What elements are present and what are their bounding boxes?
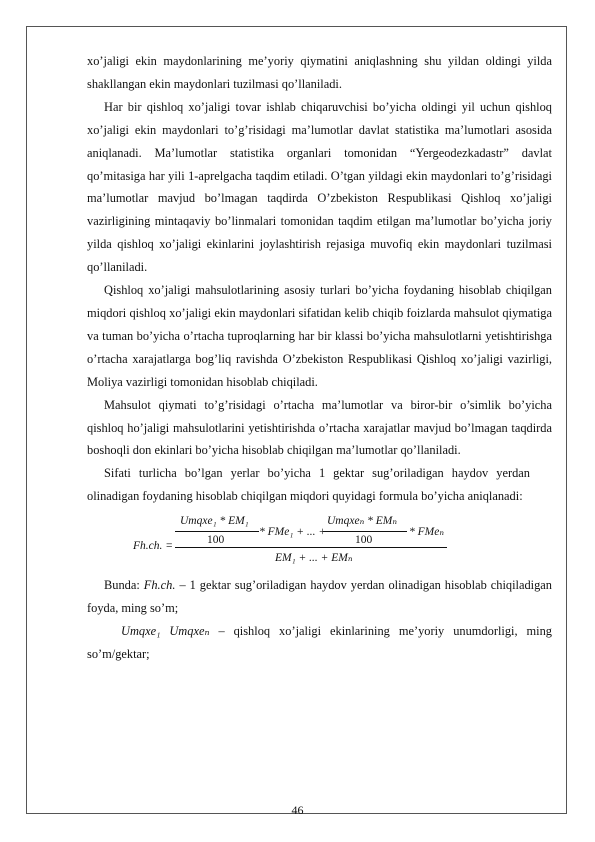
bunda-label: Bunda: [104,578,140,593]
formula-term1-bar [175,531,259,532]
paragraph-7 [87,620,552,666]
formula-term2-numerator: Umqxeₙ * EMₙ [327,515,397,528]
symbol-umqxe: Umqxe₁ Umqxeₙ [121,623,210,638]
formula-term1-numerator: Umqxe₁ * EM₁ [180,515,249,528]
paragraph-4: Mahsulot qiymati to’g’risidagi o’rtacha ma’lumotlar va biror-bir o’simlik bo’yicha qishloq ho’jaligi mahsulotlarini yetishtirishda o’rtacha xarajatlar mavjud bo’lmagan taqdirda boshoqli don ekinlari bo’yicha hisoblab chiqilgan ma’lumotlar qo’llaniladi. [87,397,552,458]
paragraph-3: Qishloq xo’jaligi mahsulotlarining asosiy turlari bo’yicha foydaning hisoblab chiqilgan miqdori qishloq xo’jaligi ekin maydonlari sifatidan kelib chiqib foizlarda mahsulot qiymatiga va tuman bo’yicha o’rtacha tuproqlarning har bir klassi bo’yicha mahsulotlarni yetishtirishga o’rtacha xarajatlarga bog’liq ravishda O’zbekiston Respublikasi Qishloq xo’jaligi vazirligi, Moliya vazirligi tomonidan hisoblab chiqiladi. [87,283,552,389]
formula-lhs: Fh.ch. = [133,540,174,553]
profit-formula [87,508,552,574]
document-body [87,50,552,666]
symbol-fhch: Fh.ch. [143,578,176,593]
formula-term1-denominator: 100 [207,534,225,547]
formula-main-bar [175,547,447,548]
formula-term2-bar [323,531,407,532]
formula-denominator: EM₁ + ... + EMₙ [275,552,353,565]
paragraph-5: Sifati turlicha bo’lgan yerlar bo’yicha 1 gektar sug’oriladigan haydov yerdan olinadigan foydaning hisoblab chiqilgan miqdori quyidagi formula bo’yicha aniqlanadi: [87,466,530,504]
paragraph-1: xo’jaligi ekin maydonlarining me’yoriy qiymatini aniqlashning shu yildan oldingi yilda shakllangan ekin maydonlari tuzilmasi qo’llaniladi. [87,54,552,91]
formula-term2-multiplier: * FMeₙ [409,526,444,539]
formula-term1-multiplier: * FMe₁ + ... + [259,526,327,539]
paragraph-7-text: – qishloq xo’jaligi ekinlarining me’yoriy unumdorligi, ming so’m/gektar; [87,623,552,661]
paragraph-2: Har bir qishloq xo’jaligi tovar ishlab chiqaruvchisi bo’yicha oldingi yil uchun qishloq xo’jaligi ekin maydonlari to’g’risidagi ma’lumotlar davlat statistika ma’lumotlari asosida aniqlanadi. Ma’lumotlar statistika organlari tomonidan “Yergeodezkadastr” davlat qo’mitasiga har yili 1-aprelgacha taqdim etiladi. O’tgan yildagi ekin maydonlari to’g’risidagi ma’lumotlar mavjud bo’lmagan taqdirda O’zbekiston Respublikasi Qishloq xo’jaligi vazirligining mintaqaviy bo’linmalari tomonidan taqdim etilgan ma’lumotlar bo’yicha joriy yilda qishloq xo’jaligi ekinlarini joylashtirish rejasiga muvofiq ekin maydonlari tuzilmasi qo’llaniladi. [87,99,552,275]
page-number: 46 [291,803,304,817]
paragraph-6 [87,574,552,620]
formula-term2-denominator: 100 [355,534,373,547]
paragraph-6-text: – 1 gektar sug’oriladigan haydov yerdan olinadigan hisoblab chiqiladigan foyda, ming so’m; [87,578,552,616]
